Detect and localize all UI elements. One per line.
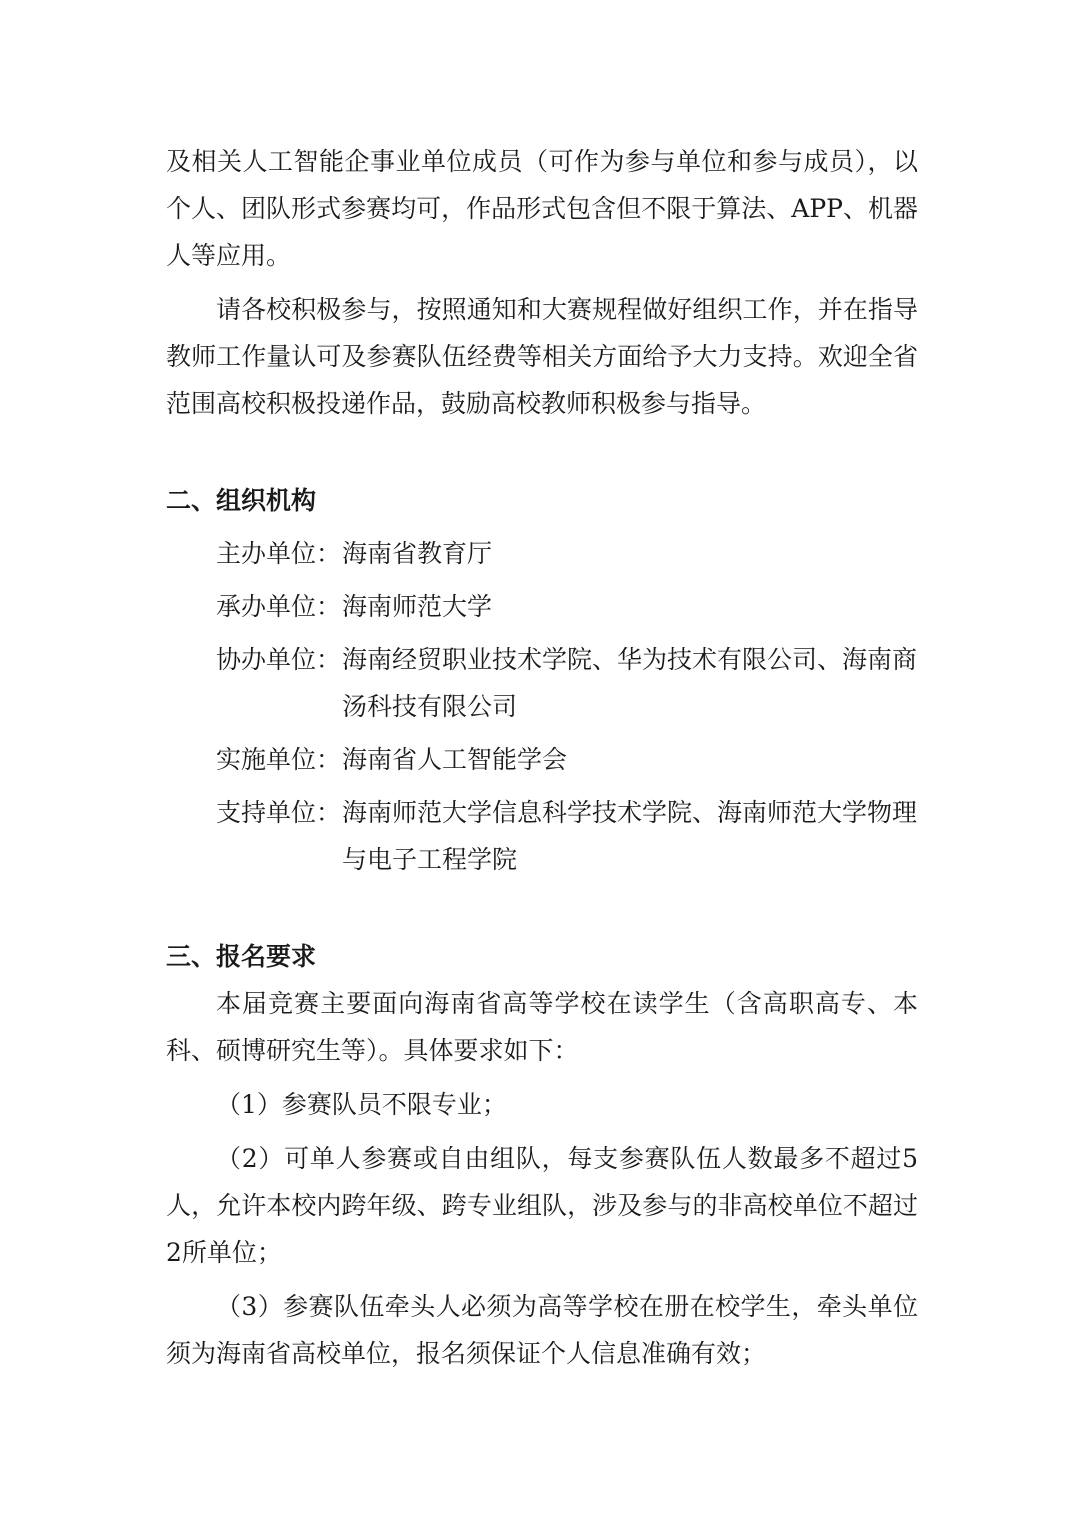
- org-value-co-organizer: 海南经贸职业技术学院、华为技术有限公司、海南商汤科技有限公司: [342, 645, 918, 721]
- document-body: [166, 138, 918, 1377]
- org-value-supporter: 海南师范大学信息科学技术学院、海南师范大学物理与电子工程学院: [342, 798, 918, 874]
- org-row-organizer: [216, 583, 918, 630]
- org-label-organizer: 承办单位：: [216, 592, 342, 621]
- org-value-implementer: 海南省人工智能学会: [342, 745, 568, 774]
- section-heading-organization: 二、组织机构: [166, 486, 317, 515]
- org-label-host: 主办单位：: [216, 539, 342, 568]
- requirement-2: （2）可单人参赛或自由组队，每支参赛队伍人数最多不超过5人，允许本校内跨年级、跨专业组队，涉及参与的非高校单位不超过2所单位；: [166, 1144, 918, 1267]
- requirement-3: （3）参赛队伍牵头人必须为高等学校在册在校学生，牵头单位须为海南省高校单位，报名须保证个人信息准确有效；: [166, 1292, 918, 1368]
- registration-intro: 本届竞赛主要面向海南省高等学校在读学生（含高职高专、本科、硕博研究生等）。具体要求如下：: [166, 989, 918, 1065]
- intro-paragraph-1: 及相关人工智能企事业单位成员（可作为参与单位和参与成员），以个人、团队形式参赛均可，作品形式包含但不限于算法、APP、机器人等应用。: [166, 147, 918, 270]
- org-row-co-organizer: [216, 636, 918, 730]
- org-label-supporter: 支持单位：: [216, 798, 342, 827]
- org-value-host: 海南省教育厅: [342, 539, 493, 568]
- org-label-co-organizer: 协办单位：: [216, 645, 342, 674]
- intro-paragraph-2: 请各校积极参与，按照通知和大赛规程做好组织工作，并在指导教师工作量认可及参赛队伍经费等相关方面给予大力支持。欢迎全省范围高校积极投递作品，鼓励高校教师积极参与指导。: [166, 295, 918, 418]
- section-heading-registration: 三、报名要求: [166, 942, 317, 971]
- org-row-implementer: [216, 736, 918, 783]
- requirement-1: （1）参赛队员不限专业；: [216, 1090, 507, 1119]
- org-row-host: [216, 530, 918, 577]
- org-value-organizer: 海南师范大学: [342, 592, 493, 621]
- org-row-supporter: [216, 789, 918, 883]
- org-label-implementer: 实施单位：: [216, 745, 342, 774]
